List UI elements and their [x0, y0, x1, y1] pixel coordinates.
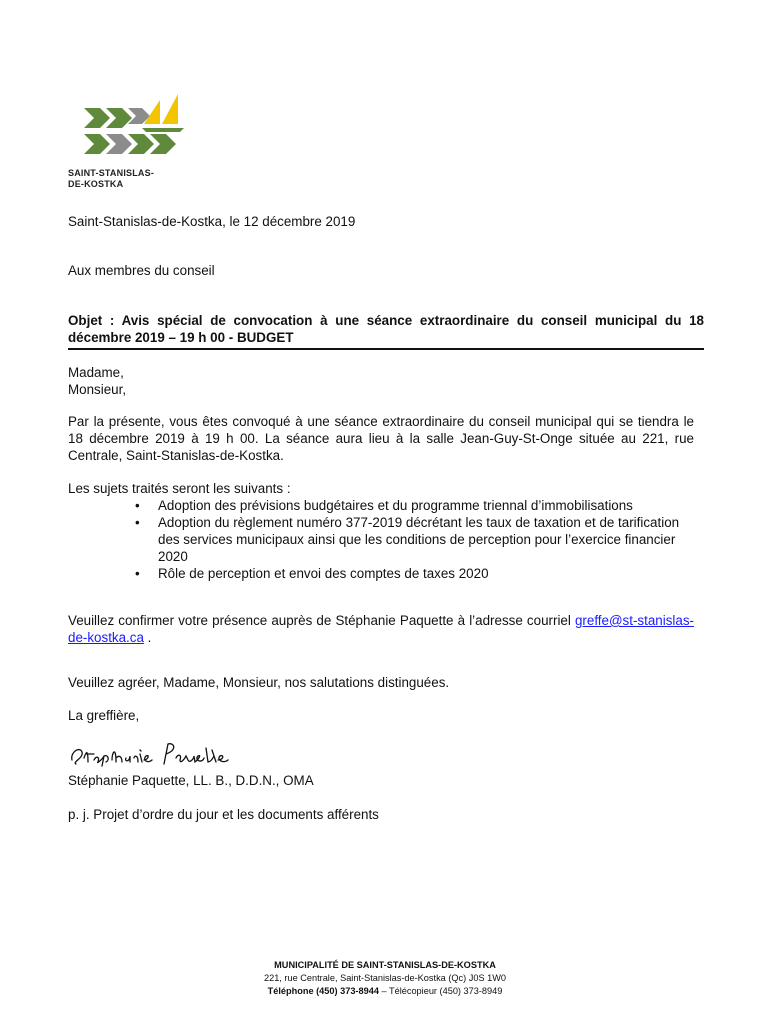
subject-item-text: Adoption des prévisions budgétaires et du programme triennal d’immobilisations — [158, 498, 633, 513]
subject-item-text: Adoption du règlement numéro 377-2019 décrétant les taux de taxation et de tarification des services municipaux ainsi que les conditions de perception pour l’exercice financier 2020 — [158, 515, 680, 564]
subjects-intro: Les sujets traités seront les suivants : — [68, 481, 291, 496]
confirm-paragraph — [68, 612, 694, 646]
bullet-icon: • — [135, 515, 140, 530]
logo-line-1: SAINT-STANISLAS- — [68, 168, 155, 178]
signer-role: La greffière, — [68, 708, 140, 723]
salutation — [68, 364, 126, 398]
signer-name: Stéphanie Paquette, LL. B., D.D.N., OMA — [68, 773, 314, 788]
footer-phone: Téléphone (450) 373-8944 — [267, 986, 379, 996]
bullet-icon: • — [135, 566, 140, 581]
signature-graphic — [68, 738, 238, 768]
footer-address: 221, rue Centrale, Saint-Stanislas-de-Kostka (Qc) J0S 1W0 — [263, 973, 507, 983]
recipient-line: Aux membres du conseil — [68, 263, 215, 278]
footer-org: MUNICIPALITÉ DE SAINT-STANISLAS-DE-KOSTKA — [274, 960, 496, 970]
email-link[interactable]: greffe@st-stanislas-de-kostka.ca — [68, 613, 694, 645]
subject-item-text: Rôle de perception et envoi des comptes de taxes 2020 — [158, 566, 489, 581]
handwritten-signature — [68, 738, 238, 772]
salutation-madame: Madame, — [68, 365, 124, 380]
municipal-logo — [68, 92, 188, 192]
body-paragraph: Par la présente, vous êtes convoqué à une séance extraordinaire du conseil municipal qui se tiendra le 18 décembre 2019 à 19 h 00. La séance aura lieu à la salle Jean-Guy-St-Onge située au 221, rue Centrale, Saint-Stanislas-de-Kostka. — [68, 414, 694, 463]
attachment-note: p. j. Projet d’ordre du jour et les documents afférents — [68, 807, 379, 822]
footer-contact — [0, 985, 770, 998]
list-item — [135, 514, 695, 565]
list-item — [135, 497, 695, 514]
subjects-list — [135, 497, 695, 582]
logo-line-2: DE-KOSTKA — [68, 179, 124, 189]
closing-formula: Veuillez agréer, Madame, Monsieur, nos salutations distinguées. — [68, 675, 450, 690]
logo-wordmark — [68, 168, 154, 190]
letterhead-footer — [0, 959, 770, 998]
logo-emblem — [80, 92, 190, 164]
list-item — [135, 565, 695, 582]
confirm-end: . — [143, 630, 152, 645]
salutation-monsieur: Monsieur, — [68, 382, 127, 397]
confirm-text: Veuillez confirmer votre présence auprès de Stéphanie Paquette à l’adresse courriel — [68, 613, 575, 628]
bullet-icon: • — [135, 498, 140, 513]
subject-line: Objet : Avis spécial de convocation à une séance extraordinaire du conseil municipal du 18 décembre 2019 – 19 h 00 - BUDGET — [68, 312, 704, 350]
footer-fax: – Télécopieur (450) 373-8949 — [378, 986, 503, 996]
place-date: Saint-Stanislas-de-Kostka, le 12 décembre 2019 — [68, 214, 356, 229]
